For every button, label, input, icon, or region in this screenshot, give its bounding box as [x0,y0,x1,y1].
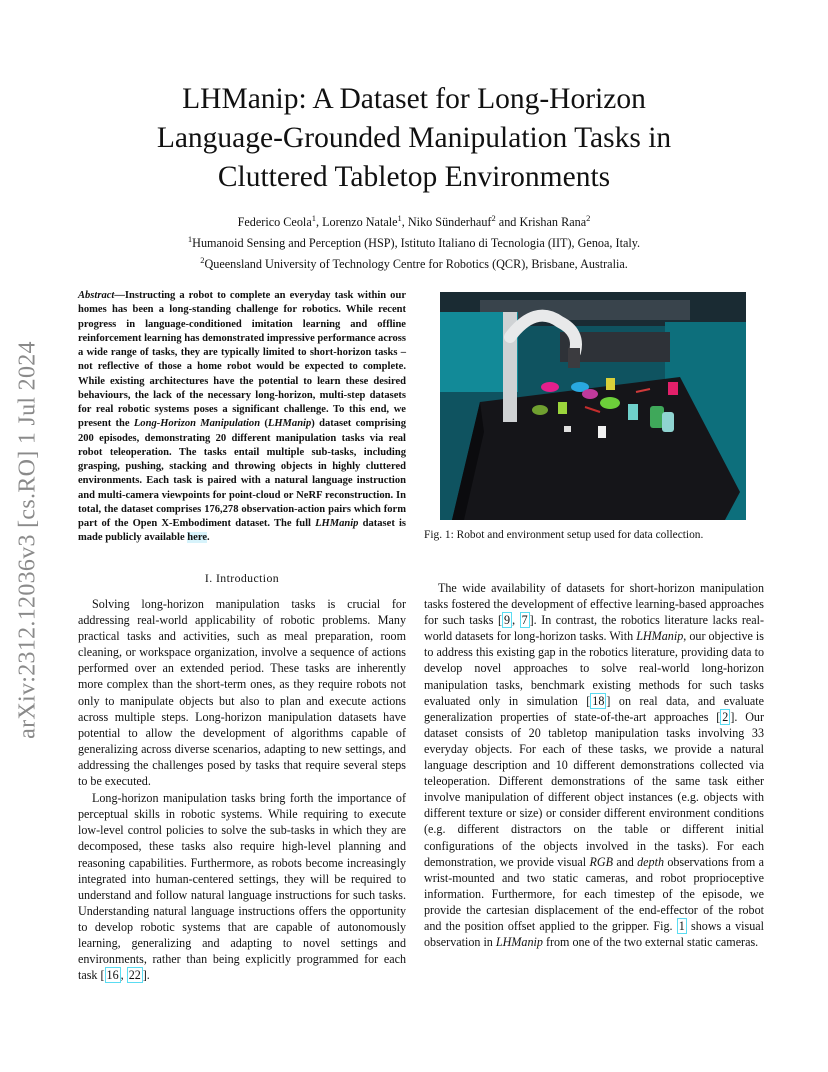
paragraph-text: and [613,854,638,869]
figure-robot-setup [440,292,746,520]
author-name: Federico Ceola [237,215,312,230]
author-list [90,210,738,231]
author-affiliation-mark: 1 [397,213,402,223]
citation-link[interactable]: 2 [722,709,729,724]
author-affiliation-mark: 1 [311,213,316,223]
paragraph-text: , our objective is to address this existing gap in the robotics literature, providing data to develop novel approaches to solve real-world long-horizon manipulation tasks, benchmark existing methods for such tasks evaluated only in simulation [ [424,629,765,708]
abstract-text: ) dataset comprising 200 episodes, demonstrating 20 different manipulation tasks via real robot teleoperation. The tasks entail multiple sub-tasks, including grasping, pushing, stacking and throwing objects in highly cluttered environments. Each task is paired with a natural language instruction and multi-camera viewpoints for point-cloud or NeRF reconstruction. In total, the dataset comprises 176,278 observation-action pairs which form part of the Open X-Embodiment dataset. The full [78,418,406,529]
abstract-label: Abstract [78,290,115,301]
paragraph-text: The wide availability of datasets for short-horizon manipulation tasks fostered the development of effective learning-based approaches for such tasks [ [424,581,764,628]
paragraph-text: ] on real data, and evaluate generalization properties of state-of-the-art approaches [ [424,693,764,724]
left-column [78,596,406,983]
title-line: Language-Grounded Manipulation Tasks in [156,122,672,154]
arxiv-identifier-margin [0,300,57,780]
affiliation-mark: 1 [187,234,193,245]
paragraph: Solving long-horizon manipulation tasks is crucial for addressing real-world applicability of robotic problems. Many practical tasks and activities, such as meal preparation, room cleaning, or workspace organization, involve a sequence of actions performed over an extended period. These tasks are inherently more complex than the short-term ones, as they require robots not only to manipulate objects but also to plan and execute actions across multiple steps. Long-horizon manipulation datasets have potential to allow the development of algorithms capable of generalizing across diverse scenarios, adapting to new settings, and addressing the challenges posed by tasks that require several steps to be executed. [78,597,406,789]
paragraph-text: , [512,613,520,628]
citation-bracket: [ [100,968,105,983]
abstract-text: ( [260,418,268,430]
citation-bracket: ]. [142,968,150,983]
author-separator: , [401,215,408,230]
emphasis: LHManip [636,629,684,644]
paragraph-text: shows a visual observation in [424,918,765,950]
author-name: Niko Sünderhauf [407,215,492,230]
citation-link[interactable]: 9 [504,613,511,628]
author-affiliation-mark: 2 [586,213,591,223]
citation-link[interactable]: 18 [592,693,605,708]
affiliation-text: Queensland University of Technology Centre for Robotics (QCR), Brisbane, Australia. [204,257,628,272]
citation-link[interactable]: 22 [128,968,141,983]
author-separator: and [495,215,520,230]
author-block [90,210,738,273]
citation-separator: , [120,968,127,983]
abstract-text: dataset is made publicly available [78,518,406,544]
author-name: Lorenzo Natale [322,215,398,230]
paragraph-text: ]. Our dataset consists of 20 tabletop manipulation tasks involving 33 everyday objects. For each of these tasks, we provide a natural language description and 10 different demonstrations collected via teleoperation. Different demonstrations of the same task either involve manipulation of different object instances (e.g. objects with different texture or size) or consider different environment conditions (e.g. different distractors on the table or different initial configurations of the objects involved in the tasks). For each demonstration, we provide visual [424,709,765,869]
emphasis: RGB [589,854,613,869]
title-line: Cluttered Tabletop Environments [217,161,611,193]
paragraph-text: observations from a wrist-mounted and two static cameras, and robot proprioceptive information. Furthermore, for each timestep of the episode, we provide the cartesian displacement of the end-effector of the robot and the position offset applied to the gripper. Fig. [424,854,764,933]
affiliation-mark: 2 [200,255,205,266]
abstract-text: . [207,532,210,544]
paragraph-text: from one of the two external static cameras. [542,935,759,950]
affiliation-2 [90,252,738,273]
emphasis: LHManip [495,935,543,950]
robot-scene-illustration [440,292,746,520]
arxiv-identifier: arXiv:2312.12036v3 [cs.RO] 1 Jul 2024 [14,341,41,739]
figure-reference-link[interactable]: 1 [678,918,685,933]
citation-link[interactable]: 16 [106,968,119,983]
abstract-text: —Instructing a robot to complete an everyday task within our homes has been a long-standing challenge for robotics. While recent progress in language-conditioned imitation learning and offline reinforcement learning has demonstrated impressive performance across a wide range of tasks, they are typically limited to short-horizon tasks – not reflective of those a home robot would be expected to complete. While existing architectures have the potential to learn these desired behaviours, the lack of the necessary long-horizon, multi-step datasets for real robotic systems poses a significant challenge. To this end, we present the [78,290,406,430]
affiliation-text: Humanoid Sensing and Perception (HSP), Istituto Italiano di Tecnologia (IIT), Genoa, Italy. [192,236,641,251]
dataset-link[interactable]: here [187,532,208,544]
affiliation-1 [90,231,738,252]
paragraph [78,790,406,983]
paragraph-text: ]. In contrast, the robotics literature lacks real-world datasets for long-horizon tasks. With [424,613,764,644]
paragraph-text: Long-horizon manipulation tasks bring forth the importance of perceptual skills in robotic systems. While requiring to execute low-level control policies to solve the sub-tasks in which they are decomposed, these tasks also require high-level planning and reasoning capabilities. Furthermore, as robots become increasingly integrated into human-centered settings, they will be required to understand and follow natural language instructions for such tasks. Understanding natural language instructions offers the opportunity to develop robotic systems that are capable of autonomously learning, generalizing and adapting to novel settings and environments, rather than being explicitly programmed for each task [78,791,406,983]
abstract [78,289,406,546]
right-column [424,580,764,950]
author-name: Krishan Rana [519,215,587,230]
author-affiliation-mark: 2 [491,213,496,223]
title-line: LHManip: A Dataset for Long-Horizon [182,83,646,115]
abstract-emphasis: LHManip [267,418,312,430]
citation-link[interactable]: 7 [521,613,528,628]
paper-title [90,80,738,197]
abstract-emphasis: LHManip [315,518,359,529]
figure-caption: Fig. 1: Robot and environment setup used for data collection. [424,529,704,541]
paragraph [424,580,764,950]
author-separator: , [315,215,323,230]
section-heading: I. Introduction [204,571,280,585]
abstract-emphasis: Long-Horizon Manipulation [133,418,261,430]
emphasis: depth [637,854,664,869]
